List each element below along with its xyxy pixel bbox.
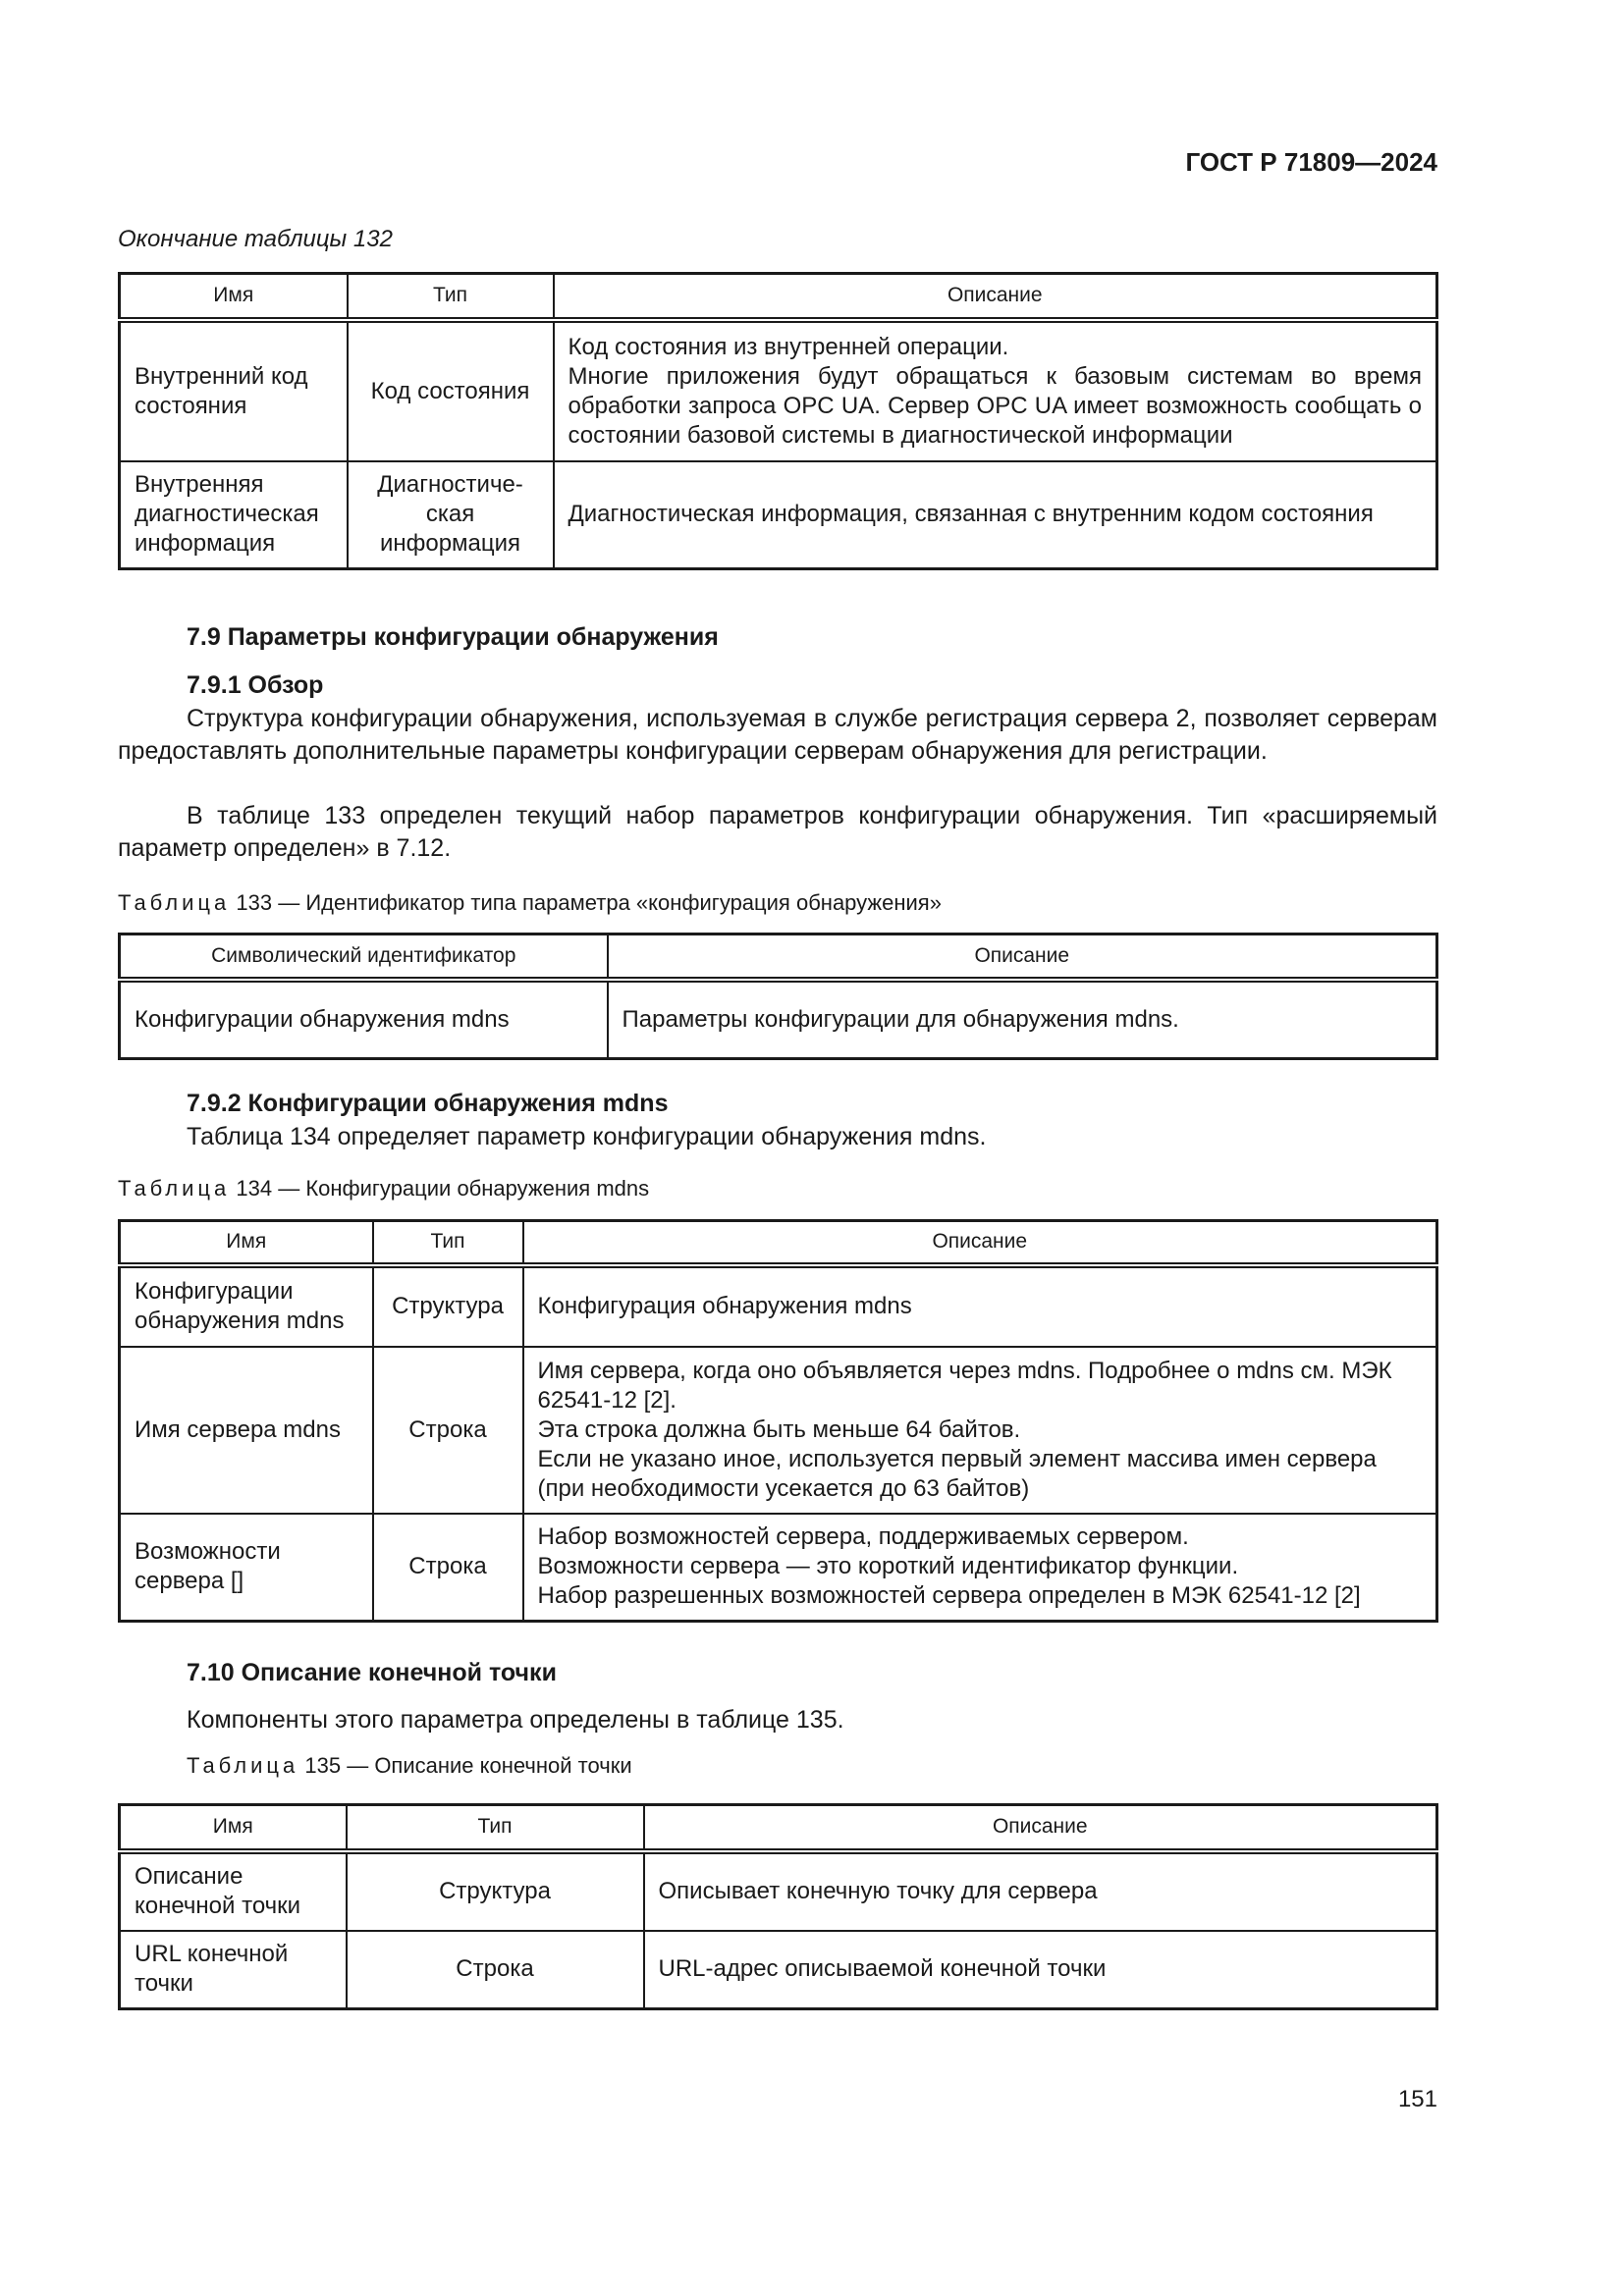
cell-name: Имя сервера mdns [120,1347,373,1514]
cell-name: Внутренний код состояния [120,320,348,461]
column-header: Имя [120,1221,373,1265]
cell-name: Конфигурации обнаружения mdns [120,1265,373,1347]
column-header: Описание [608,934,1437,980]
description-line: Многие приложения будут обращаться к базовым системам во время обработки запроса OPC UA. Сервер OPC UA имеет возможность сообщать о состоянии базовой системы в диагностической информации [568,362,1422,449]
cell-name: URL конечной точки [120,1931,347,2009]
paragraph [118,703,1437,768]
section-heading: 7.9 Параметры конфигурации обнаружения [187,623,719,651]
cell-type: Структура [347,1851,644,1931]
paragraph-text: Таблица 134 определяет параметр конфигурации обнаружения mdns. [187,1123,987,1150]
column-header: Описание [523,1221,1437,1265]
column-header: Имя [120,1805,347,1851]
paragraph-text: Структура конфигурации обнаружения, используемая в службе регистрация сервера 2, позволяет серверам предоставлять дополнительные параметры конфигурации серверам обнаружения для регистрации. [118,705,1437,765]
table-row [120,1514,1437,1622]
description-line: Набор разрешенных возможностей сервера определен в МЭК 62541-12 [2] [537,1582,1361,1610]
column-header: Описание [554,274,1437,320]
paragraph-text: Компоненты этого параметра определены в таблице 135. [187,1706,844,1734]
caption-text: 135 — Описание конечной точки [304,1753,632,1778]
paragraph-text: В таблице 133 определен текущий набор параметров конфигурации обнаружения. Тип «расширяемый параметр определен» в 7.12. [118,802,1437,862]
column-header: Имя [120,274,348,320]
table-135 [118,1803,1438,2010]
cell-description [554,320,1437,461]
column-header: Тип [347,1805,644,1851]
cell-type: Строка [347,1931,644,2009]
table-132-caption: Окончание таблицы 132 [118,226,393,252]
cell-description: Конфигурация обнаружения mdns [523,1265,1437,1347]
table-134-caption [118,1176,649,1201]
table-row [120,1347,1437,1514]
description-line: Если не указано иное, используется первый элемент массива имен сервера (при необходимости усекается до 63 байтов) [537,1445,1377,1502]
table-row [120,1851,1437,1931]
section-heading: 7.9.2 Конфигурации обнаружения mdns [187,1090,669,1117]
table-133 [118,933,1438,1060]
cell-description: URL-адрес описываемой конечной точки [644,1931,1437,2009]
cell-name: Описание конечной точки [120,1851,347,1931]
caption-text: 134 — Конфигурации обнаружения mdns [236,1176,650,1201]
caption-text: 133 — Идентификатор типа параметра «конфигурация обнаружения» [236,890,942,915]
paragraph [118,1704,1437,1736]
table-135-caption [187,1753,632,1779]
column-header: Тип [373,1221,523,1265]
caption-label: Таблица [118,1176,231,1201]
cell-identifier: Конфигурации обнаружения mdns [120,980,608,1059]
cell-description [523,1347,1437,1514]
section-heading: 7.9.1 Обзор [187,671,324,699]
cell-type: Диагностиче-ская информация [348,461,554,569]
description-line: Код состояния из внутренней операции. [568,333,1009,360]
description-line: Набор возможностей сервера, поддерживаемых сервером. [537,1523,1189,1551]
section-heading: 7.10 Описание конечной точки [187,1659,557,1686]
cell-type: Код состояния [348,320,554,461]
description-line: Эта строка должна быть меньше 64 байтов. [537,1415,1021,1443]
cell-type: Структура [373,1265,523,1347]
paragraph [118,800,1437,865]
caption-label: Таблица [118,890,231,915]
column-header: Тип [348,274,554,320]
page-number: 151 [1397,2086,1437,2112]
cell-name: Внутренняя диагностическая информация [120,461,348,569]
cell-description: Параметры конфигурации для обнаружения mdns. [608,980,1437,1059]
paragraph [118,1121,1437,1153]
column-header: Описание [644,1805,1437,1851]
table-134 [118,1219,1438,1623]
description-line: Имя сервера, когда оно объявляется через mdns. Подробнее о mdns см. МЭК 62541-12 [2]. [537,1357,1392,1414]
caption-label: Таблица [187,1753,299,1778]
table-row [120,461,1437,569]
cell-type: Строка [373,1347,523,1514]
table-132 [118,272,1438,570]
column-header: Символический идентификатор [120,934,608,980]
cell-name: Возможности сервера [] [120,1514,373,1622]
cell-type: Строка [373,1514,523,1622]
table-row [120,980,1437,1059]
table-row [120,1265,1437,1347]
cell-description: Описывает конечную точку для сервера [644,1851,1437,1931]
table-row [120,320,1437,461]
table-row [120,1931,1437,2009]
cell-description: Диагностическая информация, связанная с внутренним кодом состояния [554,461,1437,569]
description-line: Возможности сервера — это короткий идентификатор функции. [537,1553,1239,1580]
table-133-caption [118,890,942,916]
document-header: ГОСТ Р 71809—2024 [1185,147,1437,177]
cell-description [523,1514,1437,1622]
